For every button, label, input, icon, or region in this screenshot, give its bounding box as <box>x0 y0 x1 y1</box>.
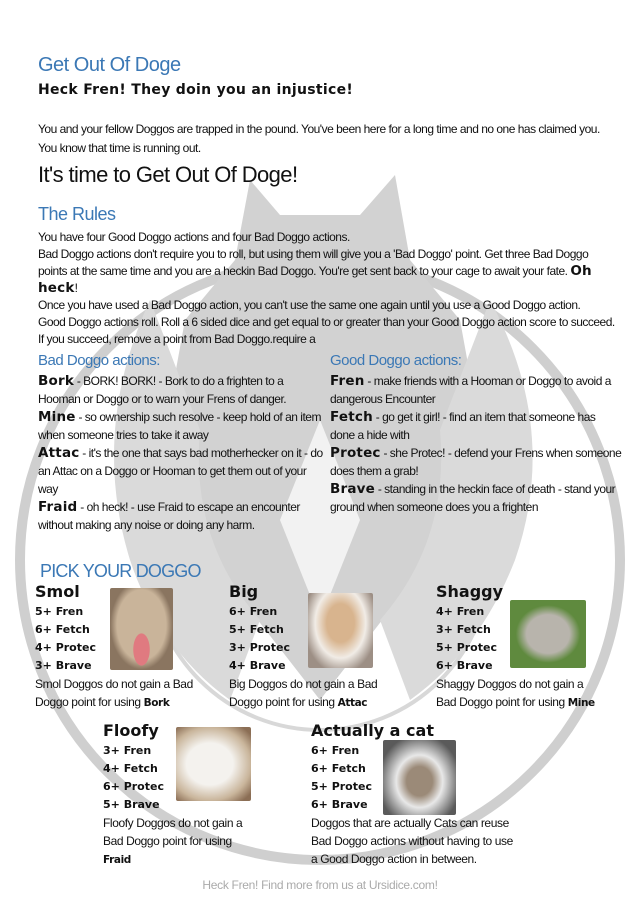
stat: 3+ Fetch <box>436 623 491 636</box>
action-desc: - go get it girl! - find an item that someone has done a hide with <box>330 410 596 442</box>
stat: 5+ Brave <box>103 798 160 811</box>
action-name: Brave <box>330 481 376 497</box>
stat: 6+ Fren <box>311 744 360 757</box>
footer: Heck Fren! Find more from us at Ursidice.com! <box>202 878 438 892</box>
action-name: Mine <box>38 409 76 425</box>
desc-text: Big Doggos do not gain a Bad Doggo point for using <box>229 677 378 709</box>
action-desc: - BORK! BORK! - Bork to do a frighten to a Hooman or Doggo or to warn your Frens of danger. <box>38 374 287 406</box>
stat: 5+ Protec <box>436 641 497 654</box>
doggo-name: Floofy <box>103 721 159 740</box>
action-desc: - oh heck! - use Fraid to escape an encounter without making any noise or doing any harm. <box>38 500 300 532</box>
action-desc: - so ownership such resolve - keep hold of an item when someone tries to take it away <box>38 410 321 442</box>
rule-text: Bad Doggo actions don't require you to roll, but using them will give you a 'Bad Doggo' point. Get three Bad Doggo points at the same time and you are a heckin Bad Doggo. You're get sent back to your cage to await your fate. <box>38 247 589 278</box>
oh-heck-text: Oh heck <box>38 263 592 296</box>
stat: 3+ Fren <box>103 744 152 757</box>
desc-action: Mine <box>567 697 595 709</box>
doggo-desc <box>229 675 409 712</box>
action-desc: - make friends with a Hooman or Doggo to avoid a dangerous Encounter <box>330 374 611 406</box>
good-actions-list <box>330 372 622 516</box>
stat: 3+ Protec <box>229 641 290 654</box>
doggo-name: Shaggy <box>436 582 504 601</box>
bad-action-bork <box>38 372 323 408</box>
rule-line <box>38 246 618 297</box>
doggo-name: Big <box>229 582 259 601</box>
doggo-desc <box>436 675 601 712</box>
rules-heading: The Rules <box>38 204 116 224</box>
action-name: Fraid <box>38 499 78 515</box>
subtitle: Heck Fren! They doin you an injustice! <box>38 82 354 98</box>
stat: 6+ Fren <box>229 605 278 618</box>
tagline: It's time to Get Out Of Doge! <box>38 162 298 187</box>
bad-action-mine <box>38 408 323 444</box>
action-desc: - standing in the heckin face of death - stand your ground when someone does you a frighten <box>330 482 616 514</box>
action-name: Attac <box>38 445 80 461</box>
intro-paragraph: You and your fellow Doggos are trapped in the pound. You've been here for a long time and no one has claimed you. You know that time is running out. <box>38 122 600 155</box>
doggo-name: Actually a cat <box>311 721 434 740</box>
good-action-fetch <box>330 408 622 444</box>
desc-action: Fraid <box>103 854 131 866</box>
action-name: Protec <box>330 445 381 461</box>
action-desc: - it's the one that says bad motherhecker on it - do an Attac on a Doggo or Hooman to get them out of your way <box>38 446 323 496</box>
doggo-desc <box>35 675 215 712</box>
desc-action: Bork <box>143 697 170 709</box>
desc-action: Attac <box>337 697 368 709</box>
stat: 6+ Fetch <box>311 762 366 775</box>
page-title: Get Out Of Doge <box>38 54 181 76</box>
stat: 4+ Protec <box>35 641 96 654</box>
good-action-protec <box>330 444 622 480</box>
desc-text: Floofy Doggos do not gain a Bad Doggo point for using <box>103 816 243 848</box>
doggo-name: Smol <box>35 582 80 601</box>
rules-text <box>38 229 618 348</box>
rule-line: You have four Good Doggo actions and four Bad Doggo actions. <box>38 230 350 244</box>
doggo-desc: Doggos that are actually Cats can reuse Bad Doggo actions without having to use a Good Doggo action in between. <box>311 816 513 866</box>
desc-text: Shaggy Doggos do not gain a Bad Doggo point for using <box>436 677 584 709</box>
good-action-brave <box>330 480 622 516</box>
stat: 4+ Brave <box>229 659 286 672</box>
stat: 3+ Brave <box>35 659 92 672</box>
action-name: Fren <box>330 373 365 389</box>
bad-action-fraid <box>38 498 323 534</box>
desc-text: Smol Doggos do not gain a Bad Doggo point for using <box>35 677 193 709</box>
action-name: Fetch <box>330 409 373 425</box>
action-name: Bork <box>38 373 75 389</box>
bad-action-attac <box>38 444 323 498</box>
action-desc: - she Protec! - defend your Frens when someone does them a grab! <box>330 446 622 478</box>
stat: 6+ Brave <box>311 798 368 811</box>
stat: 6+ Brave <box>436 659 493 672</box>
stat: 5+ Fren <box>35 605 84 618</box>
big-dog-photo <box>308 593 373 668</box>
rule-line: Good Doggo actions roll. Roll a 6 sided dice and get equal to or greater than your Good Doggo action score to succeed. If you succeed, remove a point from Bad Doggo.require a <box>38 315 615 346</box>
stat: 6+ Protec <box>103 780 164 793</box>
doggo-desc <box>103 814 258 869</box>
rule-text: ! <box>74 281 78 295</box>
stat: 5+ Protec <box>311 780 372 793</box>
stat: 4+ Fren <box>436 605 485 618</box>
stat: 6+ Fetch <box>35 623 90 636</box>
good-actions-heading: Good Doggo actions: <box>330 352 462 369</box>
smol-dog-photo <box>110 588 173 670</box>
pick-heading: PICK YOUR DOGGO <box>40 561 201 581</box>
stat: 5+ Fetch <box>229 623 284 636</box>
stat: 4+ Fetch <box>103 762 158 775</box>
good-action-fren <box>330 372 622 408</box>
floofy-dog-photo <box>176 727 251 801</box>
bad-actions-list <box>38 372 323 534</box>
rule-line: Once you have used a Bad Doggo action, you can't use the same one again until you use a Good Doggo action. <box>38 298 581 312</box>
cat-photo <box>383 740 456 815</box>
bad-actions-heading: Bad Doggo actions: <box>38 352 160 369</box>
shaggy-dog-photo <box>510 600 586 668</box>
